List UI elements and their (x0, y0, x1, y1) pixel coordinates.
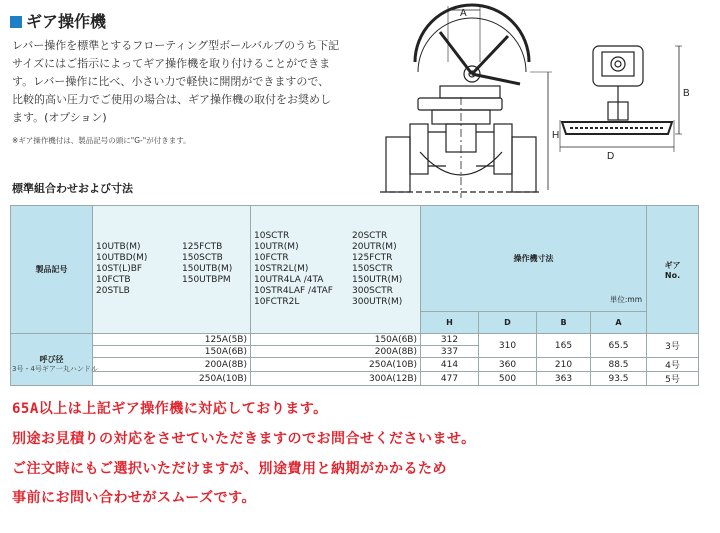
dim-b-label: B (683, 88, 690, 99)
col-d-header: D (479, 312, 537, 334)
table-row: 250A(10B) (251, 358, 421, 372)
table-row: 250A(10B) (93, 372, 251, 386)
heading-text: ギア操作機 (26, 12, 107, 31)
section-title: 標準組合わせおよび寸法 (12, 182, 133, 195)
model-code-label: 製品記号 (11, 206, 93, 334)
model-list-left (93, 206, 251, 334)
table-row: 300A(12B) (251, 372, 421, 386)
notice-line-1: 65A以上は上記ギア操作機に対応しております。 (12, 401, 328, 417)
gear-operator-diagram (380, 2, 710, 198)
handwheel-rim (415, 5, 529, 62)
notice-line-4: 事前にお問い合わせがスムーズです。 (12, 490, 256, 506)
table-row: 200A(8B) (251, 346, 421, 358)
dim-h-label: H (552, 130, 560, 141)
table-row: 125A(5B) (93, 334, 251, 346)
col-a-header: A (591, 312, 647, 334)
model-list-right (251, 206, 421, 334)
models-col3: 10SCTR 10UTR(M) 10FCTR 10STR2L(M) 10UTR4LA /4TA 10STR4LAF /4TAF 10FCTR2L (254, 231, 333, 307)
notice-line-3: ご注文時にもご選択いただけますが、別途費用と納期がかかるため (12, 461, 447, 477)
models-col2: 125FCTB 150SCTB 150UTB(M) 150UTBPM (182, 242, 233, 285)
dim-a-label: A (460, 8, 467, 19)
dimension-table: 製品記号 10UTB(M) 10UTBD(M) 10ST(L)BF 10FCTB 20STLB 125FCTB 150SCTB 150UTB(M) 150UTBPM 10SCTR 10UTR(M) 10FCTR 10STR2L(M) 10UTR4LA /4TA 10STR4LAF /4TAF 10FCTR2L 20SCTR 20UTR(M) 125FCTR 150SCTR 150UTR(M) 300SCTR 300UTR(M) 操作機寸法 単位:mm ギア No. H D B A 呼び径 125A(5B) 150A(6B) 312 310 165 65.5 3号 150A(6B) 200A(8B) 337 200A(8B) 250A(10B) 414 360 210 88.5 4号 250A(10B) 300A(12B) 477 500 363 93.5 5号 (10, 205, 699, 386)
heading-square-icon (10, 16, 22, 28)
models-col1: 10UTB(M) 10UTBD(M) 10ST(L)BF 10FCTB 20STLB (96, 242, 148, 296)
table-footnote: 3号・4号ギア一丸ハンドル (12, 365, 98, 373)
notice-line-2: 別途お見積りの対応をさせていただきますのでお問合せくださいませ。 (12, 431, 476, 447)
models-col4: 20SCTR 20UTR(M) 125FCTR 150SCTR 150UTR(M) 300SCTR 300UTR(M) (352, 231, 403, 307)
table-row: 200A(8B) (93, 358, 251, 372)
unit-label: 単位:mm (609, 295, 642, 304)
gear-dims-header: 操作機寸法 単位:mm (421, 206, 647, 312)
table-row: 150A(6B) (251, 334, 421, 346)
section-heading (10, 9, 106, 32)
gear-no-header: ギア No. (647, 206, 699, 334)
col-b-header: B (537, 312, 591, 334)
dim-d-label: D (607, 151, 615, 162)
note-text: ※ギア操作機付は、製品記号の頭に"G-"が付きます。 (12, 136, 191, 145)
col-h-header: H (421, 312, 479, 334)
intro-text: レバー操作を標準とするフローティング型ボールバルブのうち下記サイズにはご指示によってギア操作機を取り付けることができます。レバー操作に比べ、小さい力で軽快に開閉ができますので、比較的高い圧力でご使用の場合は、ギア操作機の取付をお奨めします。(オプション) (12, 39, 340, 124)
table-row: 150A(6B) (93, 346, 251, 358)
nominal-size-label: 呼び径 (11, 334, 93, 386)
